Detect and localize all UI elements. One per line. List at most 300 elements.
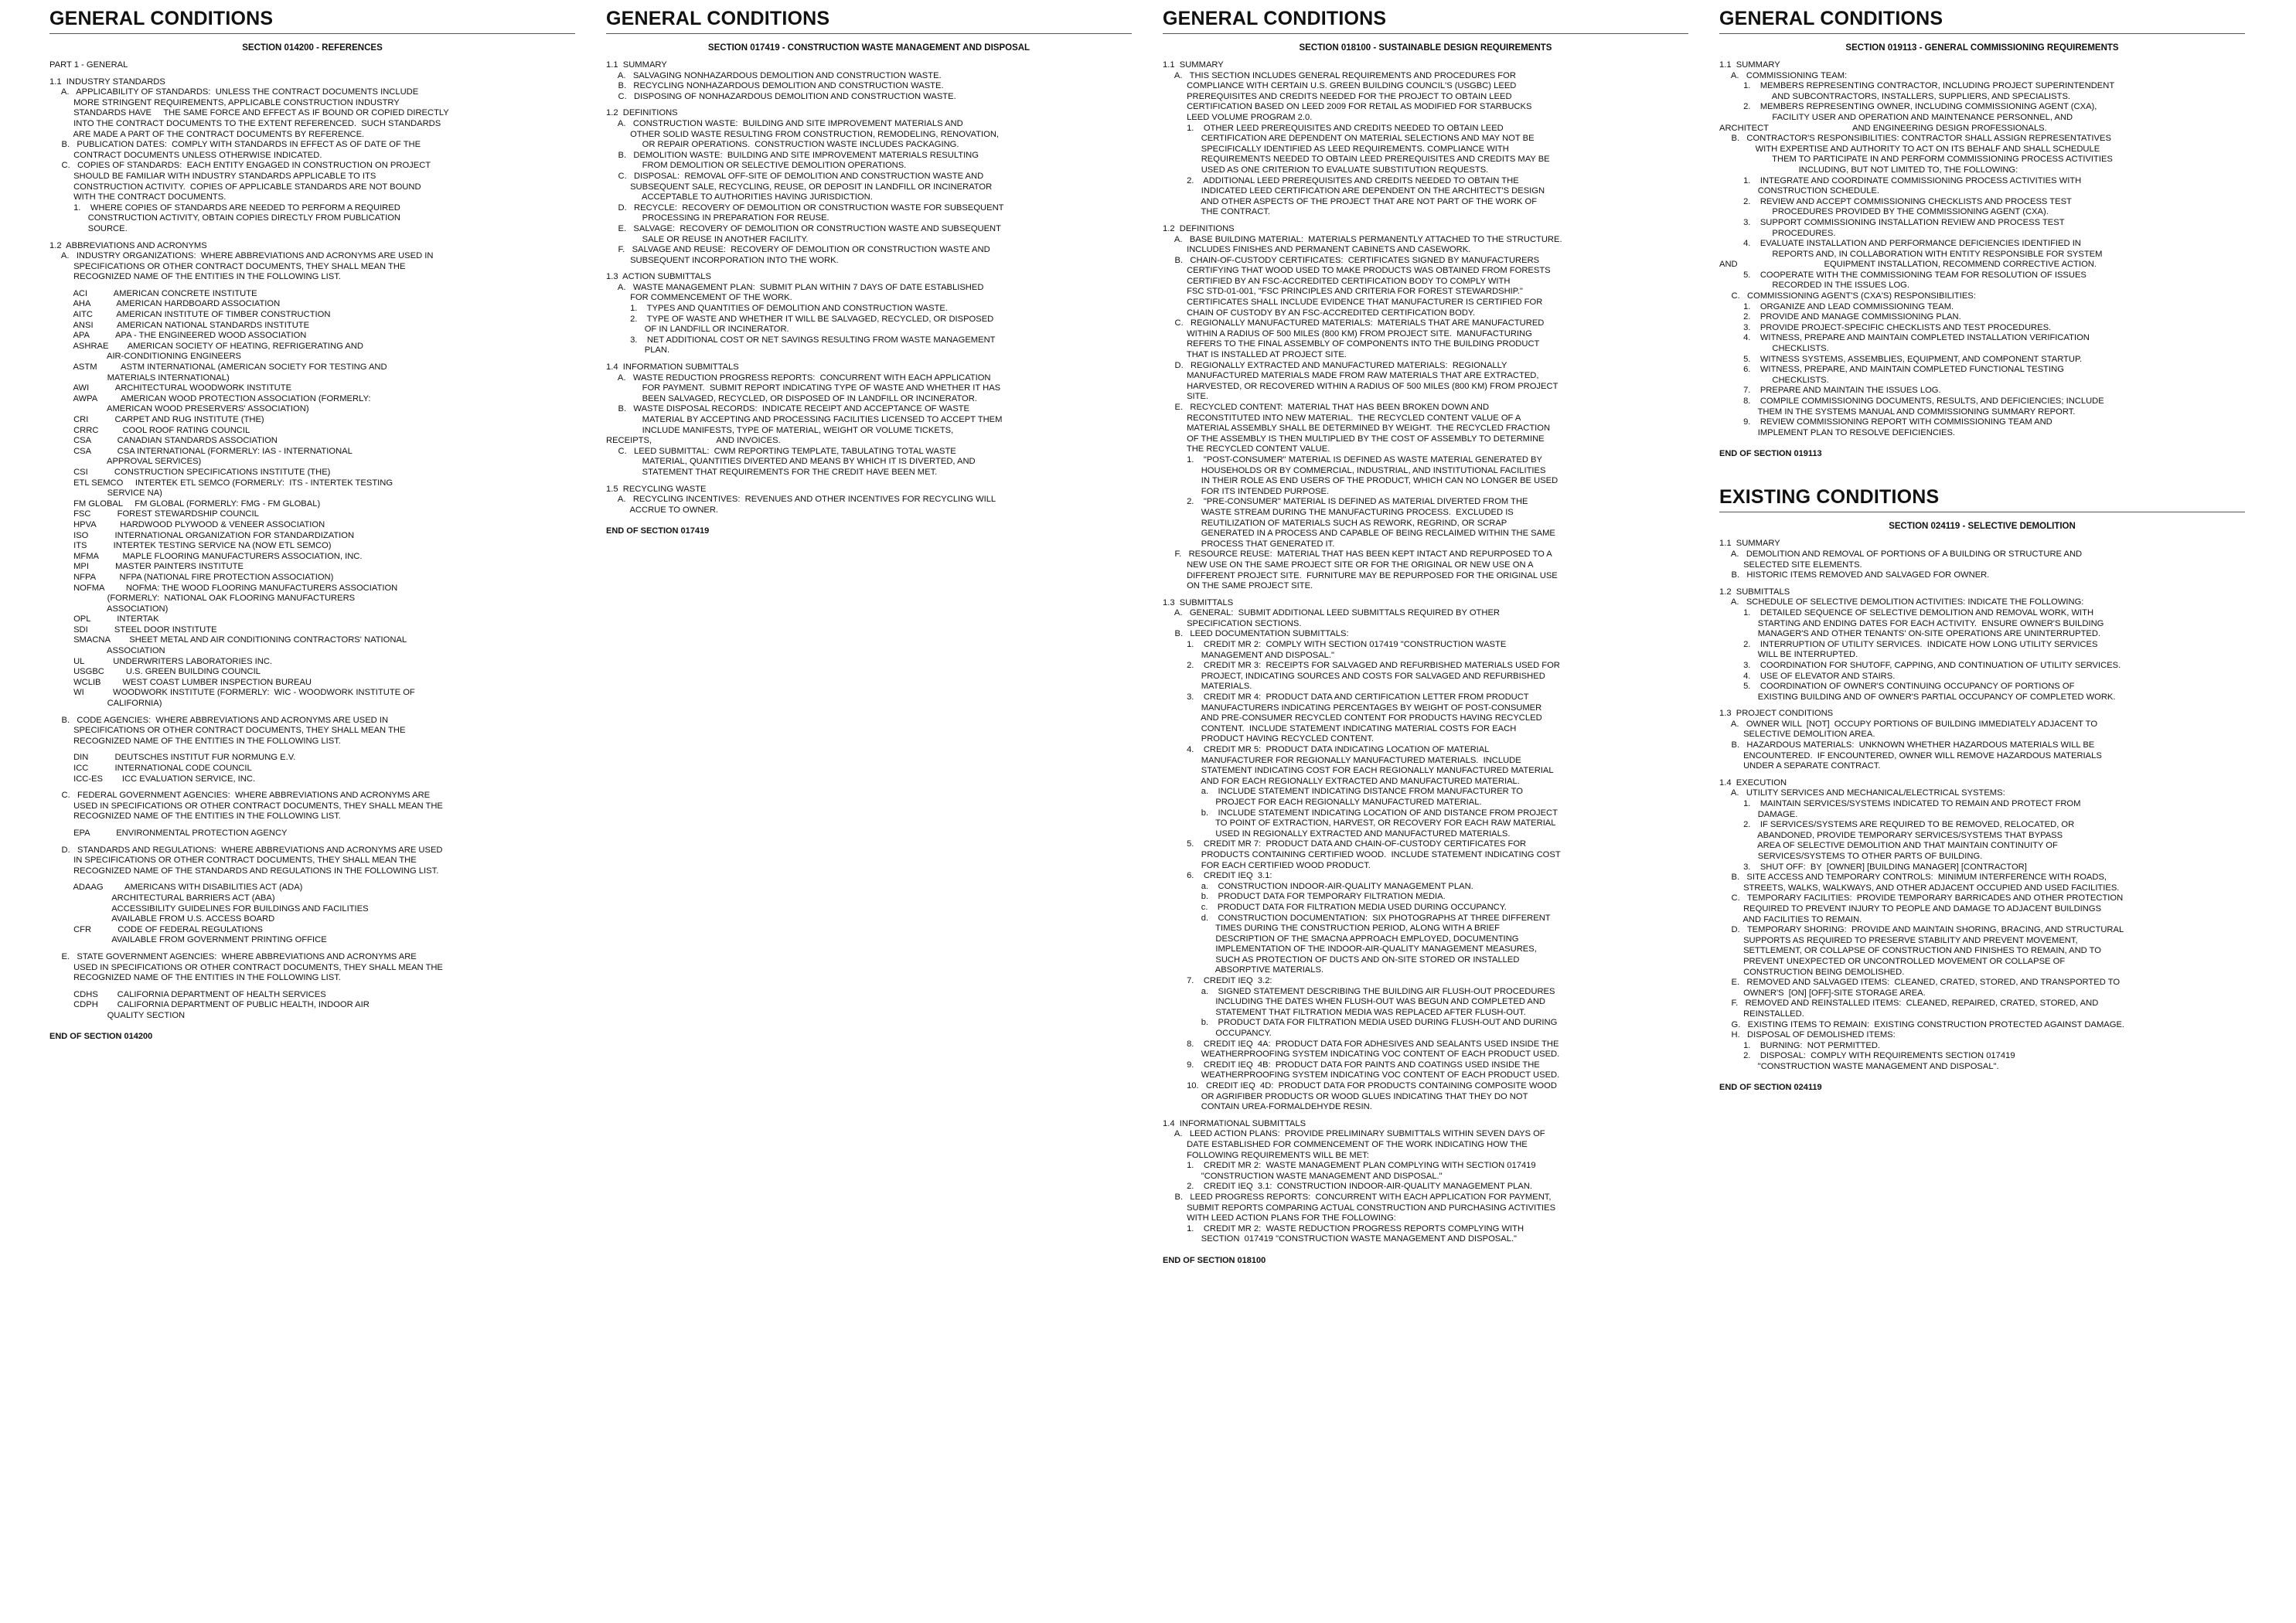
column-waste-management bbox=[606, 0, 1132, 536]
spec-line: PART 1 - GENERAL bbox=[49, 60, 128, 70]
spacer bbox=[1719, 703, 2245, 709]
spec-line: IMPLEMENT PLAN TO RESOLVE DEFICIENCIES. bbox=[1719, 427, 1956, 437]
spec-line: A. UTILITY SERVICES AND MECHANICAL/ELECTRICAL SYSTEMS: bbox=[1719, 788, 2005, 798]
spec-line: 1. DETAILED SEQUENCE OF SELECTIVE DEMOLITION AND REMOVAL WORK, WITH bbox=[1719, 607, 2094, 618]
spec-line: CHAIN OF CUSTODY BY AN FSC-ACCREDITED CERTIFICATION BODY. bbox=[1163, 308, 1476, 318]
spec-line: AWPA AMERICAN WOOD PROTECTION ASSOCIATION (FORMERLY: bbox=[49, 393, 371, 403]
spec-line: B. CHAIN-OF-CUSTODY CERTIFICATES: CERTIFICATES SIGNED BY MANUFACTURERS bbox=[1163, 255, 1540, 265]
spec-line: SMACNA SHEET METAL AND AIR CONDITIONING CONTRACTORS' NATIONAL bbox=[49, 635, 407, 645]
spec-line: WCLIB WEST COAST LUMBER INSPECTION BUREAU bbox=[49, 677, 312, 687]
spec-line: PROCESS THAT GENERATED IT. bbox=[1163, 539, 1335, 549]
spacer bbox=[1163, 218, 1688, 224]
spec-line: MATERIAL, QUANTITIES DIVERTED AND MEANS BY WHICH IT IS DIVERTED, AND bbox=[606, 457, 976, 467]
spec-line: UNDER A SEPARATE CONTRACT. bbox=[1719, 761, 1881, 771]
spec-line: PROCEDURES. bbox=[1719, 228, 1836, 238]
spec-line: HPVA HARDWOOD PLYWOOD & VENEER ASSOCIATION bbox=[49, 519, 325, 529]
spec-line: CONSTRUCTION ACTIVITY. COPIES OF APPLICABLE STANDARDS ARE NOT BOUND bbox=[49, 182, 421, 192]
spec-line: 1.1 SUMMARY bbox=[1719, 539, 1780, 549]
spec-line: A. LEED ACTION PLANS: PROVIDE PRELIMINARY SUBMITTALS WITHIN SEVEN DAYS OF bbox=[1163, 1129, 1545, 1139]
spec-line: WITH THE CONTRACT DOCUMENTS. bbox=[49, 192, 227, 202]
spec-line: CONSTRUCTION BEING DEMOLISHED. bbox=[1719, 967, 1905, 977]
spec-line: a. SIGNED STATEMENT DESCRIBING THE BUILDING AIR FLUSH-OUT PROCEDURES bbox=[1163, 986, 1555, 996]
spec-line: 7. PREPARE AND MAINTAIN THE ISSUES LOG. bbox=[1719, 386, 1941, 396]
spec-line: 1.1 SUMMARY bbox=[1719, 60, 1780, 70]
spec-line: SUBSEQUENT INCORPORATION INTO THE WORK. bbox=[606, 255, 839, 265]
end-of-section: END OF SECTION 018100 bbox=[1163, 1255, 1266, 1265]
spec-line: 1.1 SUMMARY bbox=[1163, 60, 1224, 70]
spec-line: REFERS TO THE FINAL ASSEMBLY OF COMPONENTS INTO THE BUILDING PRODUCT bbox=[1163, 339, 1540, 349]
spec-line: B. DEMOLITION WASTE: BUILDING AND SITE IMPROVEMENT MATERIALS RESULTING bbox=[606, 150, 979, 160]
spec-line: 1. CREDIT MR 2: COMPLY WITH SECTION 017419 "CONSTRUCTION WASTE bbox=[1163, 640, 1507, 650]
spec-line: IMPLEMENTATION OF THE INDOOR-AIR-QUALITY MANAGEMENT MEASURES, bbox=[1163, 944, 1537, 954]
spec-line: 1.4 EXECUTION bbox=[1719, 777, 1787, 788]
spec-line: REINSTALLED. bbox=[1719, 1009, 1804, 1019]
spec-line: MANAGEMENT AND DISPOSAL." bbox=[1163, 650, 1334, 660]
spacer bbox=[1719, 581, 2245, 587]
spec-line: ETL SEMCO INTERTEK ETL SEMCO (FORMERLY: ITS - INTERTEK TESTING bbox=[49, 478, 393, 488]
spec-line: ITS INTERTEK TESTING SERVICE NA (NOW ETL SEMCO) bbox=[49, 541, 332, 551]
column-header: GENERAL CONDITIONS bbox=[49, 8, 575, 34]
spec-line: DATE ESTABLISHED FOR COMMENCEMENT OF THE WORK INDICATING HOW THE bbox=[1163, 1139, 1528, 1149]
spacer bbox=[49, 71, 575, 77]
spec-line: ACCEPTABLE TO AUTHORITIES HAVING JURISDICTION. bbox=[606, 192, 873, 202]
spec-line: DIFFERENT PROJECT SITE. FURNITURE MAY BE REPURPOSED FOR THE ORIGINAL USE bbox=[1163, 570, 1558, 580]
spec-line: CONTAIN UREA-FORMALDEHYDE RESIN. bbox=[1163, 1102, 1372, 1112]
spec-line: USGBC U.S. GREEN BUILDING COUNCIL bbox=[49, 667, 261, 677]
spec-line: USED IN SPECIFICATIONS OR OTHER CONTRACT DOCUMENTS, THEY SHALL MEAN THE bbox=[49, 801, 443, 811]
spec-line: NEW USE ON THE SAME PROJECT SITE OR FOR THE ORIGINAL OR NEW USE ON A bbox=[1163, 560, 1534, 570]
spec-line: COMPLIANCE WITH CERTAIN U.S. GREEN BUILDING COUNCIL'S (USGBC) LEED bbox=[1163, 81, 1517, 91]
spec-line: AVAILABLE FROM U.S. ACCESS BOARD bbox=[49, 914, 275, 924]
spec-line: FROM DEMOLITION OR SELECTIVE DEMOLITION OPERATIONS. bbox=[606, 161, 907, 171]
spec-line: RECORDED IN THE ISSUES LOG. bbox=[1719, 281, 1909, 291]
spec-line: 5. COORDINATION OF OWNER'S CONTINUING OCCUPANCY OF PORTIONS OF bbox=[1719, 682, 2075, 692]
spec-line: 2. CREDIT MR 3: RECEIPTS FOR SALVAGED AND REFURBISHED MATERIALS USED FOR bbox=[1163, 661, 1560, 671]
spec-line: AIR-CONDITIONING ENGINEERS bbox=[49, 352, 242, 362]
spec-line: WITH LEED ACTION PLANS FOR THE FOLLOWING: bbox=[1163, 1213, 1396, 1223]
spec-line: 2. DISPOSAL: COMPLY WITH REQUIREMENTS SECTION 017419 bbox=[1719, 1051, 2015, 1061]
spec-line: ABSORPTIVE MATERIALS. bbox=[1163, 965, 1324, 975]
spec-line: B. RECYCLING NONHAZARDOUS DEMOLITION AND CONSTRUCTION WASTE. bbox=[606, 81, 944, 91]
spec-line: CRRC COOL ROOF RATING COUNCIL bbox=[49, 425, 250, 435]
spec-line: CONSTRUCTION ACTIVITY, OBTAIN COPIES DIRECTLY FROM PUBLICATION bbox=[49, 213, 400, 223]
spec-line: FOLLOWING REQUIREMENTS WILL BE MET: bbox=[1163, 1150, 1369, 1160]
spec-line: FACILITY USER AND OPERATION AND MAINTENANCE PERSONNEL, AND bbox=[1719, 112, 2073, 122]
spec-line: 3. SUPPORT COMMISSIONING INSTALLATION REVIEW AND PROCESS TEST bbox=[1719, 217, 2065, 227]
spec-line: INCLUDING, BUT NOT LIMITED TO, THE FOLLOWING: bbox=[1719, 165, 2018, 175]
spec-line: MATERIAL ASSEMBLY SHALL BE DETERMINED BY WEIGHT. THE RECYCLED FRACTION bbox=[1163, 424, 1551, 434]
spec-line: B. SITE ACCESS AND TEMPORARY CONTROLS: MINIMUM INTERFERENCE WITH ROADS, bbox=[1719, 873, 2107, 883]
spec-line: SPECIFICATIONS OR OTHER CONTRACT DOCUMENTS, THEY SHALL MEAN THE bbox=[49, 261, 406, 271]
spec-line: SDI STEEL DOOR INSTITUTE bbox=[49, 624, 217, 635]
spec-line: SETTLEMENT, OR COLLAPSE OF CONSTRUCTION AND FINISHES TO REMAIN, AND TO bbox=[1719, 946, 2101, 956]
spec-line: 1.4 INFORMATION SUBMITTALS bbox=[606, 362, 739, 373]
spec-line: RECOGNIZED NAME OF THE ENTITIES IN THE FOLLOWING LIST. bbox=[49, 812, 341, 822]
spec-line: A. INDUSTRY ORGANIZATIONS: WHERE ABBREVIATIONS AND ACRONYMS ARE USED IN bbox=[49, 251, 434, 261]
section-title: SECTION 014200 - REFERENCES bbox=[242, 43, 383, 53]
spec-line: 2. ADDITIONAL LEED PREREQUISITES AND CREDITS NEEDED TO OBTAIN THE bbox=[1163, 175, 1519, 185]
spec-line: CERTIFICATION ARE DEPENDENT ON MATERIAL SELECTIONS AND MAY NOT BE bbox=[1163, 134, 1535, 144]
spec-line: G. EXISTING ITEMS TO REMAIN: EXISTING CONSTRUCTION PROTECTED AGAINST DAMAGE. bbox=[1719, 1019, 2125, 1029]
spec-line: B. HAZARDOUS MATERIALS: UNKNOWN WHETHER HAZARDOUS MATERIALS WILL BE bbox=[1719, 740, 2095, 750]
spec-line: E. RECYCLED CONTENT: MATERIAL THAT HAS BEEN BROKEN DOWN AND bbox=[1163, 403, 1490, 412]
spec-line: MANAGER'S AND OTHER TENANTS' ON-SITE OPERATIONS ARE UNINTERRUPTED. bbox=[1719, 629, 2101, 639]
spec-line: CSA CSA INTERNATIONAL (FORMERLY: IAS - INTERNATIONAL bbox=[49, 446, 353, 456]
spec-line: TO POINT OF EXTRACTION, HARVEST, OR RECOVERY FOR EACH RAW MATERIAL bbox=[1163, 818, 1556, 829]
spec-line: ASTM ASTM INTERNATIONAL (AMERICAN SOCIETY FOR TESTING AND bbox=[49, 362, 387, 373]
spec-line: 2. PROVIDE AND MANAGE COMMISSIONING PLAN. bbox=[1719, 312, 1961, 322]
spec-line: SELECTED SITE ELEMENTS. bbox=[1719, 560, 1862, 570]
spec-line: A. THIS SECTION INCLUDES GENERAL REQUIREMENTS AND PROCEDURES FOR bbox=[1163, 70, 1516, 80]
spec-line: PROCEDURES PROVIDED BY THE COMMISSIONING AGENT (CXA). bbox=[1719, 207, 2049, 217]
spec-line: ARCHITECTURAL BARRIERS ACT (ABA) bbox=[49, 893, 275, 903]
spacer bbox=[49, 747, 575, 753]
spec-line: INTO THE CONTRACT DOCUMENTS TO THE EXTENT REFERENCED. SUCH STANDARDS bbox=[49, 118, 441, 128]
spec-line: REQUIRED TO PREVENT INJURY TO PEOPLE AND DAMAGE TO ADJACENT BUILDINGS bbox=[1719, 903, 2102, 914]
spec-line: F. REMOVED AND REINSTALLED ITEMS: CLEANED, REPAIRED, CRATED, STORED, AND bbox=[1719, 999, 2099, 1009]
existing-conditions-header: EXISTING CONDITIONS bbox=[1719, 486, 2245, 512]
end-of-section: END OF SECTION 019113 bbox=[1719, 449, 1822, 459]
spec-line: AVAILABLE FROM GOVERNMENT PRINTING OFFICE bbox=[49, 935, 327, 945]
section-body bbox=[49, 60, 575, 1021]
spec-line: RECOGNIZED NAME OF THE ENTITIES IN THE FOLLOWING LIST. bbox=[49, 973, 341, 983]
spec-line: TIMES DURING THE CONSTRUCTION PERIOD, ALONG WITH A BRIEF bbox=[1163, 924, 1500, 934]
spec-line: PREREQUISITES AND CREDITS NEEDED FOR THE PROJECT TO OBTAIN LEED bbox=[1163, 91, 1512, 101]
column-header: GENERAL CONDITIONS bbox=[1719, 8, 2245, 34]
spec-line: 1. ORGANIZE AND LEAD COMMISSIONING TEAM. bbox=[1719, 301, 1954, 311]
spec-line: SELECTIVE DEMOLITION AREA. bbox=[1719, 730, 1875, 740]
spec-line: STREETS, WALKS, WALKWAYS, AND OTHER ADJACENT OCCUPIED AND USED FACILITIES. bbox=[1719, 883, 2120, 893]
spec-line: FSC STD-01-001, "FSC PRINCIPLES AND CRITERIA FOR FOREST STEWARDSHIP." bbox=[1163, 287, 1523, 297]
spec-line: AND OTHER ASPECTS OF THE PROJECT THAT ARE NOT PART OF THE WORK OF bbox=[1163, 196, 1538, 206]
spec-line: REQUIREMENTS NEEDED TO OBTAIN LEED PREREQUISITES AND CREDITS MAY BE bbox=[1163, 155, 1550, 165]
spec-line: WEATHERPROOFING SYSTEM INDICATING VOC CONTENT OF EACH PRODUCT USED. bbox=[1163, 1070, 1560, 1080]
spacer bbox=[49, 709, 575, 716]
spec-line: SPECIFICATIONS OR OTHER CONTRACT DOCUMENTS, THEY SHALL MEAN THE bbox=[49, 726, 406, 736]
spec-line: EXISTING BUILDING AND OF OWNER'S PARTIAL OCCUPANCY OF COMPLETED WORK. bbox=[1719, 692, 2116, 702]
spec-line: 4. CREDIT MR 5: PRODUCT DATA INDICATING LOCATION OF MATERIAL bbox=[1163, 745, 1490, 754]
spec-line: CDHS CALIFORNIA DEPARTMENT OF HEALTH SERVICES bbox=[49, 989, 326, 999]
spec-line: FSC FOREST STEWARDSHIP COUNCIL bbox=[49, 509, 259, 519]
spec-line: B. HISTORIC ITEMS REMOVED AND SALVAGED FOR OWNER. bbox=[1719, 570, 1990, 580]
spec-line: WITHIN A RADIUS OF 500 MILES (800 KM) FROM PROJECT SITE. MANUFACTURING bbox=[1163, 328, 1532, 339]
end-of-section: END OF SECTION 024119 bbox=[1719, 1083, 1822, 1093]
spec-line: ON THE SAME PROJECT SITE. bbox=[1163, 581, 1313, 591]
end-of-section: END OF SECTION 014200 bbox=[49, 1032, 153, 1042]
spec-line: D. TEMPORARY SHORING: PROVIDE AND MAINTAIN SHORING, BRACING, AND STRUCTURAL bbox=[1719, 925, 2124, 935]
spec-line: ANSI AMERICAN NATIONAL STANDARDS INSTITUTE bbox=[49, 320, 310, 330]
spec-line: OF IN LANDFILL OR INCINERATOR. bbox=[606, 325, 789, 335]
spec-line: PRODUCT HAVING RECYCLED CONTENT. bbox=[1163, 734, 1375, 744]
spec-line: STARTING AND ENDING DATES FOR EACH ACTIVITY. ENSURE OWNER'S BUILDING bbox=[1719, 618, 2104, 628]
spec-line: A. SALVAGING NONHAZARDOUS DEMOLITION AND CONSTRUCTION WASTE. bbox=[606, 70, 942, 80]
spec-line: SPECIFICALLY IDENTIFIED AS LEED REQUIREMENTS. COMPLIANCE WITH bbox=[1163, 144, 1509, 154]
spec-line: WEATHERPROOFING SYSTEM INDICATING VOC CONTENT OF EACH PRODUCT USED. bbox=[1163, 1050, 1560, 1060]
spec-line: B. LEED PROGRESS REPORTS: CONCURRENT WITH EACH APPLICATION FOR PAYMENT, bbox=[1163, 1192, 1552, 1202]
spec-line: AND FOR EACH REGIONALLY EXTRACTED AND MANUFACTURED MATERIAL. bbox=[1163, 776, 1520, 786]
column-commissioning bbox=[1719, 0, 2245, 1092]
spacer bbox=[606, 478, 1132, 485]
section-title: SECTION 017419 - CONSTRUCTION WASTE MANAGEMENT AND DISPOSAL bbox=[707, 43, 1030, 53]
spec-line: ARE MADE A PART OF THE CONTRACT DOCUMENTS BY REFERENCE. bbox=[49, 129, 365, 139]
spacer bbox=[49, 235, 575, 241]
spec-line: APA APA - THE ENGINEERED WOOD ASSOCIATION bbox=[49, 331, 307, 341]
spec-line: PRODUCTS CONTAINING CERTIFIED WOOD. INCLUDE STATEMENT INDICATING COST bbox=[1163, 849, 1561, 859]
spec-line: 8. CREDIT IEQ 4A: PRODUCT DATA FOR ADHESIVES AND SEALANTS USED INSIDE THE bbox=[1163, 1039, 1559, 1049]
spec-line: SITE. bbox=[1163, 392, 1209, 402]
spec-line: MATERIALS INTERNATIONAL) bbox=[49, 373, 230, 383]
spec-line: USED IN REGIONALLY EXTRACTED AND MANUFACTURED MATERIALS. bbox=[1163, 829, 1511, 839]
spec-line: B. CONTRACTOR'S RESPONSIBILITIES: CONTRACTOR SHALL ASSIGN REPRESENTATIVES bbox=[1719, 134, 2111, 144]
spec-line: 1.3 SUBMITTALS bbox=[1163, 597, 1234, 607]
spec-line: SOURCE. bbox=[49, 223, 128, 233]
spec-line: F. SALVAGE AND REUSE: RECOVERY OF DEMOLITION OR CONSTRUCTION WASTE AND bbox=[606, 245, 990, 255]
spec-line: 2. REVIEW AND ACCEPT COMMISSIONING CHECKLISTS AND PROCESS TEST bbox=[1719, 196, 2072, 206]
spec-line: INCLUDE MANIFESTS, TYPE OF MATERIAL, WEIGHT OR VOLUME TICKETS, bbox=[606, 425, 954, 435]
spec-line: 5. CREDIT MR 7: PRODUCT DATA AND CHAIN-OF-CUSTODY CERTIFICATES FOR bbox=[1163, 839, 1527, 849]
spec-line: DAMAGE. bbox=[1719, 809, 1798, 819]
spec-line: OTHER SOLID WASTE RESULTING FROM CONSTRUCTION, REMODELING, RENOVATION, bbox=[606, 129, 1000, 139]
spec-line: b. PRODUCT DATA FOR TEMPORARY FILTRATION MEDIA. bbox=[1163, 892, 1446, 902]
spec-line: C. COMMISSIONING AGENT'S (CXA'S) RESPONSIBILITIES: bbox=[1719, 291, 1976, 301]
spec-line: AMERICAN WOOD PRESERVERS' ASSOCIATION) bbox=[49, 404, 309, 414]
spec-line: D. REGIONALLY EXTRACTED AND MANUFACTURED MATERIALS: REGIONALLY bbox=[1163, 360, 1507, 370]
spec-line: CRI CARPET AND RUG INSTITUTE (THE) bbox=[49, 415, 264, 424]
spec-line: MFMA MAPLE FLOORING MANUFACTURERS ASSOCIATION, INC. bbox=[49, 551, 363, 561]
spec-line: 5. COOPERATE WITH THE COMMISSIONING TEAM FOR RESOLUTION OF ISSUES bbox=[1719, 270, 2086, 280]
spec-line: SERVICES/SYSTEMS TO OTHER PARTS OF BUILDING. bbox=[1719, 852, 1983, 861]
spec-line: DIN DEUTSCHES INSTITUT FUR NORMUNG E.V. bbox=[49, 753, 296, 763]
spec-line: WITH EXPERTISE AND AUTHORITY TO ACT ON ITS BEHALF AND SHALL SCHEDULE bbox=[1719, 144, 2100, 154]
spec-line: QUALITY SECTION bbox=[49, 1010, 186, 1020]
spec-line: SALE OR REUSE IN ANOTHER FACILITY. bbox=[606, 234, 809, 244]
spec-line: (FORMERLY: NATIONAL OAK FLOORING MANUFACTURERS bbox=[49, 594, 356, 604]
spec-line: FOR ITS INTENDED PURPOSE. bbox=[1163, 486, 1330, 496]
spec-line: OF THE ASSEMBLY IS THEN MULTIPLIED BY THE COST OF ASSEMBLY TO DETERMINE bbox=[1163, 434, 1545, 444]
spec-line: 1. BURNING: NOT PERMITTED. bbox=[1719, 1040, 1881, 1050]
column-header: GENERAL CONDITIONS bbox=[606, 8, 1132, 34]
spec-line: D. RECYCLE: RECOVERY OF DEMOLITION OR CONSTRUCTION WASTE FOR SUBSEQUENT bbox=[606, 202, 1004, 213]
spec-line: ACI AMERICAN CONCRETE INSTITUTE bbox=[49, 288, 257, 298]
spec-line: ASHRAE AMERICAN SOCIETY OF HEATING, REFRIGERATING AND bbox=[49, 341, 363, 351]
spec-line: FOR PAYMENT. SUBMIT REPORT INDICATING TYPE OF WASTE AND WHETHER IT HAS bbox=[606, 383, 1001, 393]
spec-line: a. INCLUDE STATEMENT INDICATING DISTANCE FROM MANUFACTURER TO bbox=[1163, 787, 1523, 797]
spec-line: 2. CREDIT IEQ 3.1: CONSTRUCTION INDOOR-AIR-QUALITY MANAGEMENT PLAN. bbox=[1163, 1182, 1533, 1192]
spec-line: 3. PROVIDE PROJECT-SPECIFIC CHECKLISTS AND TEST PROCEDURES. bbox=[1719, 322, 2052, 332]
spec-line: FOR COMMENCEMENT OF THE WORK. bbox=[606, 293, 792, 303]
spec-line: ISO INTERNATIONAL ORGANIZATION FOR STANDARDIZATION bbox=[49, 530, 355, 540]
spec-line: D. STANDARDS AND REGULATIONS: WHERE ABBREVIATIONS AND ACRONYMS ARE USED bbox=[49, 845, 443, 855]
spec-line: SECTION 017419 "CONSTRUCTION WASTE MANAGEMENT AND DISPOSAL." bbox=[1163, 1234, 1518, 1244]
spec-line: APPROVAL SERVICES) bbox=[49, 457, 202, 467]
spec-line: STATEMENT THAT FILTRATION MEDIA WAS REPLACED AFTER FLUSH-OUT. bbox=[1163, 1007, 1526, 1017]
spec-line: MORE STRINGENT REQUIREMENTS, APPLICABLE CONSTRUCTION INDUSTRY bbox=[49, 97, 400, 107]
spec-line: C. FEDERAL GOVERNMENT AGENCIES: WHERE ABBREVIATIONS AND ACRONYMS ARE bbox=[49, 791, 431, 801]
spec-line: 3. NET ADDITIONAL COST OR NET SAVINGS RESULTING FROM WASTE MANAGEMENT bbox=[606, 335, 996, 345]
spec-line: 10. CREDIT IEQ 4D: PRODUCT DATA FOR PRODUCTS CONTAINING COMPOSITE WOOD bbox=[1163, 1081, 1557, 1091]
spec-line: INCLUDING THE DATES WHEN FLUSH-OUT WAS BEGUN AND COMPLETED AND bbox=[1163, 997, 1546, 1007]
spec-line: C. LEED SUBMITTAL: CWM REPORTING TEMPLATE, TABULATING TOTAL WASTE bbox=[606, 446, 956, 456]
spacer bbox=[606, 266, 1132, 272]
spec-line: 1. MAINTAIN SERVICES/SYSTEMS INDICATED TO REMAIN AND PROTECT FROM bbox=[1719, 799, 2081, 809]
spec-line: 1.4 INFORMATIONAL SUBMITTALS bbox=[1163, 1118, 1306, 1128]
spacer bbox=[1163, 592, 1688, 598]
spec-line: ICC INTERNATIONAL CODE COUNCIL bbox=[49, 764, 252, 773]
spec-line: 6. CREDIT IEQ 3.1: bbox=[1163, 871, 1272, 881]
spec-line: MANUFACTURERS INDICATING PERCENTAGES BY WEIGHT OF POST-CONSUMER bbox=[1163, 703, 1542, 713]
spec-line: HOUSEHOLDS OR BY COMMERCIAL, INDUSTRIAL, AND INSTITUTIONAL FACILITIES bbox=[1163, 465, 1546, 475]
spec-line: ABANDONED, PROVIDE TEMPORARY SERVICES/SYSTEMS THAT BYPASS bbox=[1719, 830, 2063, 840]
spec-line: 1.2 SUBMITTALS bbox=[1719, 587, 1790, 597]
spec-line: CHECKLISTS. bbox=[1719, 344, 1829, 354]
spec-line: C. DISPOSING OF NONHAZARDOUS DEMOLITION AND CONSTRUCTION WASTE. bbox=[606, 91, 956, 101]
section-title: SECTION 024119 - SELECTIVE DEMOLITION bbox=[1889, 522, 2076, 532]
spacer bbox=[1719, 772, 2245, 778]
spec-line: GENERATED IN A PROCESS AND CAPABLE OF BEING RECLAIMED WITHIN THE SAME bbox=[1163, 529, 1555, 539]
spec-line: AND PRE-CONSUMER RECYCLED CONTENT FOR PRODUCTS HAVING RECYCLED bbox=[1163, 713, 1542, 723]
spec-line: F. RESOURCE REUSE: MATERIAL THAT HAS BEEN KEPT INTACT AND REPURPOSED TO A bbox=[1163, 550, 1552, 560]
spec-line: CERTIFICATES SHALL INCLUDE EVIDENCE THAT MANUFACTURER IS CERTIFIED FOR bbox=[1163, 298, 1543, 308]
spec-line: A. WASTE REDUCTION PROGRESS REPORTS: CONCURRENT WITH EACH APPLICATION bbox=[606, 373, 991, 383]
spec-line: BEEN SALVAGED, RECYCLED, OR DISPOSED OF IN LANDFILL OR INCINERATOR. bbox=[606, 393, 977, 403]
spec-line: THEM IN THE SYSTEMS MANUAL AND COMMISSIONING SUMMARY REPORT. bbox=[1719, 407, 2076, 417]
spec-line: LEED VOLUME PROGRAM 2.0. bbox=[1163, 112, 1313, 122]
spec-line: A. SCHEDULE OF SELECTIVE DEMOLITION ACTIVITIES: INDICATE THE FOLLOWING: bbox=[1719, 597, 2084, 607]
spec-line: NOFMA NOFMA: THE WOOD FLOORING MANUFACTURERS ASSOCIATION bbox=[49, 583, 398, 593]
section-body bbox=[1719, 60, 2245, 438]
spec-line: WILL BE INTERRUPTED. bbox=[1719, 650, 1858, 660]
spec-line: CERTIFYING THAT WOOD USED TO MAKE PRODUCTS WAS OBTAINED FROM FORESTS bbox=[1163, 266, 1551, 276]
spec-line: CONTRACT DOCUMENTS UNLESS OTHERWISE INDICATED. bbox=[49, 150, 322, 160]
spec-line: 9. CREDIT IEQ 4B: PRODUCT DATA FOR PAINTS AND COATINGS USED INSIDE THE bbox=[1163, 1060, 1540, 1070]
spec-line: 2. MEMBERS REPRESENTING OWNER, INCLUDING COMMISSIONING AGENT (CXA), bbox=[1719, 102, 2097, 112]
spec-line: DESCRIPTION OF THE SMACNA APPROACH EMPLOYED, DOCUMENTING bbox=[1163, 934, 1519, 944]
spec-line: OPL INTERTAK bbox=[49, 614, 159, 624]
spec-line: B. LEED DOCUMENTATION SUBMITTALS: bbox=[1163, 629, 1349, 639]
spec-line: a. CONSTRUCTION INDOOR-AIR-QUALITY MANAGEMENT PLAN. bbox=[1163, 881, 1473, 891]
spec-line: THE RECYCLED CONTENT VALUE. bbox=[1163, 444, 1330, 454]
spec-line: 2. INTERRUPTION OF UTILITY SERVICES. INDICATE HOW LONG UTILITY SERVICES bbox=[1719, 639, 2098, 649]
spacer bbox=[606, 102, 1132, 108]
spec-line: 1.1 SUMMARY bbox=[606, 60, 667, 70]
spec-line: THAT IS INSTALLED AT PROJECT SITE. bbox=[1163, 350, 1347, 360]
spec-line: CERTIFICATION BASED ON LEED 2009 FOR RETAIL AS MODIFIED FOR STARBUCKS bbox=[1163, 102, 1532, 112]
spec-line: 1. TYPES AND QUANTITIES OF DEMOLITION AND CONSTRUCTION WASTE. bbox=[606, 304, 948, 314]
spec-line: SPECIFICATION SECTIONS. bbox=[1163, 618, 1302, 628]
spec-line: ASSOCIATION bbox=[49, 646, 165, 656]
column-header: GENERAL CONDITIONS bbox=[1163, 8, 1688, 34]
spec-line: ACCESSIBILITY GUIDELINES FOR BUILDINGS AND FACILITIES bbox=[49, 903, 369, 914]
spec-line: 1. WHERE COPIES OF STANDARDS ARE NEEDED TO PERFORM A REQUIRED bbox=[49, 202, 400, 213]
spec-line: 4. USE OF ELEVATOR AND STAIRS. bbox=[1719, 671, 1896, 681]
spacer bbox=[1163, 1113, 1688, 1119]
spec-line: A. OWNER WILL [NOT] OCCUPY PORTIONS OF BUILDING IMMEDIATELY ADJACENT TO bbox=[1719, 719, 2098, 729]
spec-line: SUCH AS PROTECTION OF DUCTS AND ON-SITE STORED OR INSTALLED bbox=[1163, 954, 1520, 965]
spec-line: PROCESSING IN PREPARATION FOR REUSE. bbox=[606, 213, 829, 223]
spec-line: EPA ENVIRONMENTAL PROTECTION AGENCY bbox=[49, 828, 288, 838]
spec-line: STANDARDS HAVE THE SAME FORCE AND EFFECT AS IF BOUND OR COPIED DIRECTLY bbox=[49, 108, 449, 118]
spec-line: 1. OTHER LEED PREREQUISITES AND CREDITS NEEDED TO OBTAIN LEED bbox=[1163, 123, 1504, 133]
spec-line: IN SPECIFICATIONS OR OTHER CONTRACT DOCUMENTS, THEY SHALL MEAN THE bbox=[49, 856, 417, 866]
spec-line: ENCOUNTERED. IF ENCOUNTERED, OWNER WILL REMOVE HAZARDOUS MATERIALS bbox=[1719, 750, 2102, 760]
spec-line: CFR CODE OF FEDERAL REGULATIONS bbox=[49, 924, 263, 934]
spec-line: 2. "PRE-CONSUMER" MATERIAL IS DEFINED AS MATERIAL DIVERTED FROM THE bbox=[1163, 497, 1528, 507]
spec-line: MANUFACTURED MATERIALS MADE FROM RAW MATERIALS THAT ARE EXTRACTED, bbox=[1163, 371, 1539, 381]
spec-line: 3. COORDINATION FOR SHUTOFF, CAPPING, AND CONTINUATION OF UTILITY SERVICES. bbox=[1719, 660, 2121, 670]
spec-line: WASTE STREAM DURING THE MANUFACTURING PROCESS. EXCLUDED IS bbox=[1163, 507, 1514, 517]
spec-line: A. CONSTRUCTION WASTE: BUILDING AND SITE IMPROVEMENT MATERIALS AND bbox=[606, 118, 963, 128]
spec-line: c. PRODUCT DATA FOR FILTRATION MEDIA USED DURING OCCUPANCY. bbox=[1163, 902, 1507, 912]
spec-line: 6. WITNESS, PREPARE, AND MAINTAIN COMPLETED FUNCTIONAL TESTING bbox=[1719, 365, 2064, 375]
spec-line: C. TEMPORARY FACILITIES: PROVIDE TEMPORARY BARRICADES AND OTHER PROTECTION bbox=[1719, 893, 2124, 903]
spec-line: ACCRUE TO OWNER. bbox=[606, 505, 719, 515]
spec-line: C. DISPOSAL: REMOVAL OFF-SITE OF DEMOLITION AND CONSTRUCTION WASTE AND bbox=[606, 171, 984, 181]
spec-line: 3. CREDIT MR 4: PRODUCT DATA AND CERTIFICATION LETTER FROM PRODUCT bbox=[1163, 692, 1529, 703]
spec-line: IN THEIR ROLE AS END USERS OF THE PRODUCT, WHICH CAN NO LONGER BE USED bbox=[1163, 476, 1558, 486]
spec-line: SUBMIT REPORTS COMPARING ACTUAL CONSTRUCTION AND PURCHASING ACTIVITIES bbox=[1163, 1203, 1556, 1213]
spec-line: H. DISPOSAL OF DEMOLISHED ITEMS: bbox=[1719, 1030, 1896, 1040]
spec-line: 7. CREDIT IEQ 3.2: bbox=[1163, 976, 1272, 986]
spec-line: NFPA NFPA (NATIONAL FIRE PROTECTION ASSOCIATION) bbox=[49, 572, 334, 582]
spec-line: A. RECYCLING INCENTIVES: REVENUES AND OTHER INCENTIVES FOR RECYCLING WILL bbox=[606, 495, 996, 505]
spec-line: STATEMENT THAT REQUIREMENTS FOR THE CREDIT HAVE BEEN MET. bbox=[606, 467, 938, 477]
spacer bbox=[49, 876, 575, 883]
spec-line: STATEMENT INDICATING COST FOR EACH REGIONALLY MANUFACTURED MATERIAL bbox=[1163, 766, 1554, 776]
spec-line: 1.1 INDUSTRY STANDARDS bbox=[49, 77, 165, 87]
spec-line: 2. TYPE OF WASTE AND WHETHER IT WILL BE SALVAGED, RECYCLED, OR DISPOSED bbox=[606, 314, 994, 324]
spec-line: 1.2 DEFINITIONS bbox=[606, 108, 678, 118]
spec-line: CONTENT. INCLUDE STATEMENT INDICATING MATERIAL COSTS FOR EACH bbox=[1163, 723, 1517, 733]
spec-line: INCLUDES FINISHES AND PERMANENT CABINETS AND CASEWORK. bbox=[1163, 245, 1471, 255]
spec-line: MPI MASTER PAINTERS INSTITUTE bbox=[49, 562, 244, 572]
spec-line: d. CONSTRUCTION DOCUMENTATION: SIX PHOTOGRAPHS AT THREE DIFFERENT bbox=[1163, 913, 1551, 923]
spec-line: AITC AMERICAN INSTITUTE OF TIMBER CONSTRUCTION bbox=[49, 310, 331, 320]
spec-line: UL UNDERWRITERS LABORATORIES INC. bbox=[49, 656, 273, 666]
spec-line: 5. WITNESS SYSTEMS, ASSEMBLIES, EQUIPMENT, AND COMPONENT STARTUP. bbox=[1719, 354, 2083, 364]
spec-line: AND FACILITIES TO REMAIN. bbox=[1719, 914, 1862, 924]
spec-line: AREA OF SELECTIVE DEMOLITION AND THAT MAINTAIN CONTINUITY OF bbox=[1719, 841, 2058, 851]
spec-line: E. SALVAGE: RECOVERY OF DEMOLITION OR CONSTRUCTION WASTE AND SUBSEQUENT bbox=[606, 223, 1001, 233]
spec-line: ADAAG AMERICANS WITH DISABILITIES ACT (ADA) bbox=[49, 883, 303, 893]
spec-line: "CONSTRUCTION WASTE MANAGEMENT AND DISPOSAL." bbox=[1163, 1171, 1443, 1181]
spacer bbox=[606, 356, 1132, 362]
spec-line: 2. IF SERVICES/SYSTEMS ARE REQUIRED TO BE REMOVED, RELOCATED, OR bbox=[1719, 820, 2075, 830]
spec-line: 1.3 ACTION SUBMITTALS bbox=[606, 272, 711, 282]
spec-line: REUTILIZATION OF MATERIALS SUCH AS REWORK, REGRIND, OR SCRAP bbox=[1163, 518, 1507, 528]
spec-line: RECOGNIZED NAME OF THE ENTITIES IN THE FOLLOWING LIST. bbox=[49, 272, 341, 282]
column-sustainable-design bbox=[1163, 0, 1688, 1265]
spec-line: 1. CREDIT MR 2: WASTE REDUCTION PROGRESS REPORTS COMPLYING WITH bbox=[1163, 1223, 1524, 1233]
spec-line: B. PUBLICATION DATES: COMPLY WITH STANDARDS IN EFFECT AS OF DATE OF THE bbox=[49, 140, 421, 150]
spacer bbox=[49, 283, 575, 289]
spec-line: ASSOCIATION) bbox=[49, 604, 169, 614]
spec-line: ARCHITECT AND ENGINEERING DESIGN PROFESSIONALS. bbox=[1719, 123, 2047, 133]
spec-line: PREVENT UNEXPECTED OR UNCONTROLLED MOVEMENT OR COLLAPSE OF bbox=[1719, 956, 2066, 966]
spec-line: RECOGNIZED NAME OF THE ENTITIES IN THE FOLLOWING LIST. bbox=[49, 736, 341, 746]
spec-line: E. REMOVED AND SALVAGED ITEMS: CLEANED, CRATED, STORED, AND TRANSPORTED TO bbox=[1719, 978, 2121, 988]
spec-line: FM GLOBAL FM GLOBAL (FORMERLY: FMG - FM GLOBAL) bbox=[49, 498, 321, 509]
spec-line: SHOULD BE FAMILIAR WITH INDUSTRY STANDARDS APPLICABLE TO ITS bbox=[49, 171, 376, 181]
spec-line: SUBSEQUENT SALE, RECYCLING, REUSE, OR DEPOSIT IN LANDFILL OR INCINERATOR bbox=[606, 182, 993, 192]
spacer bbox=[49, 822, 575, 829]
spec-line: A. GENERAL: SUBMIT ADDITIONAL LEED SUBMITTALS REQUIRED BY OTHER bbox=[1163, 608, 1500, 618]
spec-line: THEM TO PARTICIPATE IN AND PERFORM COMMISSIONING PROCESS ACTIVITIES bbox=[1719, 155, 2113, 165]
spec-line: A. COMMISSIONING TEAM: bbox=[1719, 70, 1848, 80]
spec-line: RECEIPTS, AND INVOICES. bbox=[606, 436, 781, 446]
spec-line: AND SUBCONTRACTORS, INSTALLERS, SUPPLIERS, AND SPECIALISTS. bbox=[1719, 91, 2071, 101]
spec-line: THE CONTRACT. bbox=[1163, 207, 1271, 217]
spec-line: 4. WITNESS, PREPARE AND MAINTAIN COMPLETED INSTALLATION VERIFICATION bbox=[1719, 333, 2090, 343]
